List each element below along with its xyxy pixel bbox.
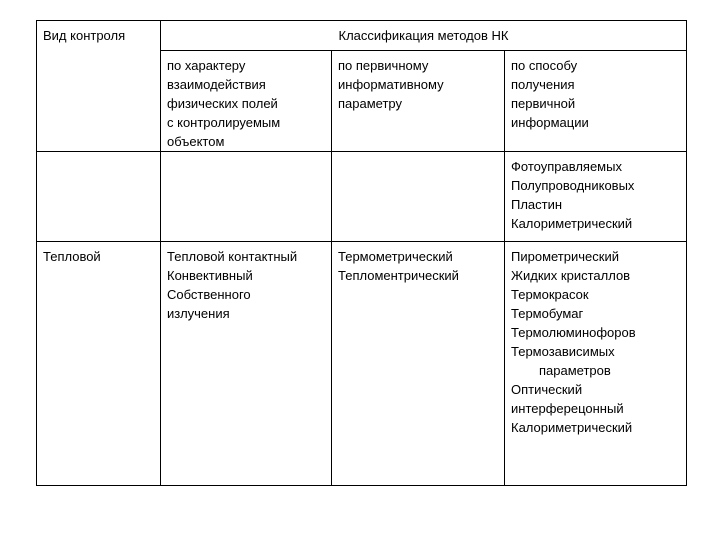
- subheader-method: [505, 51, 687, 152]
- text-line: Тепловой: [43, 249, 101, 264]
- text-line: параметру: [338, 96, 403, 111]
- text-line: Калориметрический: [511, 420, 633, 435]
- text-line: Жидких кристаллов: [511, 268, 631, 283]
- table-row: [37, 152, 687, 242]
- header-classification-label: Классификация методов НК: [338, 28, 509, 43]
- text-line: объектом: [167, 134, 225, 149]
- text-line: по характеру: [167, 58, 246, 73]
- text-line: Собственного: [167, 287, 251, 302]
- text-line: параметров: [539, 363, 611, 378]
- table-cell: [332, 242, 505, 486]
- text-line: информативному: [338, 77, 444, 92]
- text-line: Пластин: [511, 197, 563, 212]
- header-control-type: [37, 21, 161, 152]
- text-line: Калориметрический: [511, 216, 633, 231]
- text-line: первичной: [511, 96, 576, 111]
- text-line: информации: [511, 115, 589, 130]
- text-line: Термобумаг: [511, 306, 584, 321]
- text-line: Полупроводниковых: [511, 178, 635, 193]
- text-line: Термокрасок: [511, 287, 589, 302]
- text-line: Тепловой контактный: [167, 249, 298, 264]
- header-control-type-label: Вид контроля: [43, 28, 126, 43]
- subheader-interaction: [161, 51, 332, 152]
- text-line: взаимодействия: [167, 77, 266, 92]
- text-line: с контролируемым: [167, 115, 281, 130]
- text-line: получения: [511, 77, 575, 92]
- text-line: Пирометрический: [511, 249, 619, 264]
- text-line: Оптический: [511, 382, 583, 397]
- header-classification: [161, 21, 687, 51]
- subheader-parameter: [332, 51, 505, 152]
- text-line: физических полей: [167, 96, 278, 111]
- table-row: [37, 242, 687, 486]
- text-line: Термозависимых: [511, 344, 615, 359]
- table-cell: [37, 242, 161, 486]
- table-cell: [161, 242, 332, 486]
- text-line: Конвективный: [167, 268, 253, 283]
- text-line: Термолюминофоров: [511, 325, 636, 340]
- text-line: излучения: [167, 306, 230, 321]
- text-line: по способу: [511, 58, 578, 73]
- text-line: по первичному: [338, 58, 429, 73]
- table-cell: [37, 152, 161, 242]
- text-line: интерферецонный: [511, 401, 624, 416]
- text-line: Термометрический: [338, 249, 453, 264]
- table-cell: [332, 152, 505, 242]
- table-cell: [505, 152, 687, 242]
- nk-methods-table: [36, 20, 687, 486]
- table-cell: [161, 152, 332, 242]
- text-line: Фотоуправляемых: [511, 159, 622, 174]
- text-line: Тепломентрический: [338, 268, 459, 283]
- table-cell: [505, 242, 687, 486]
